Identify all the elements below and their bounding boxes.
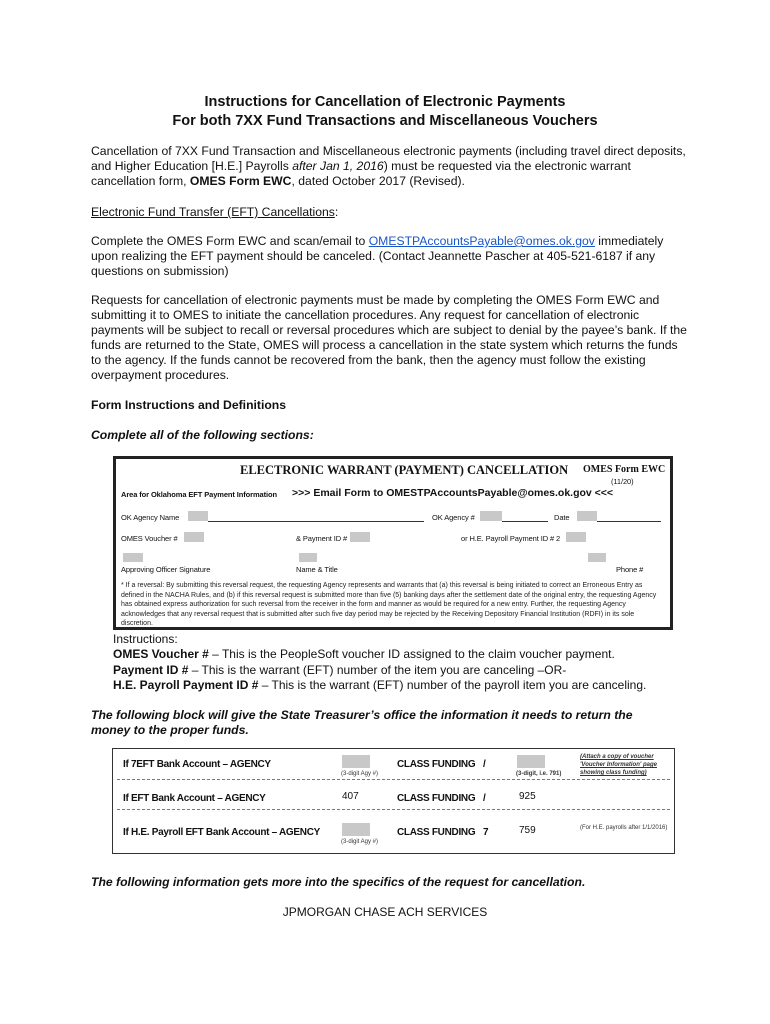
intro-text-1: Cancellation of 7XX Fund Transaction and Miscellaneous electronic payments (including travel direct deposits, and Higher Education [H.E.] Payrolls xyxy=(91,144,686,173)
def-he-payroll-term: H.E. Payroll Payment ID # xyxy=(113,678,259,692)
agency-name-field xyxy=(188,511,208,521)
intro-form-name: OMES Form EWC xyxy=(189,174,292,188)
block-paragraph: The following block will give the State Treasurer’s office the information it needs to return the money to the proper funds. xyxy=(91,708,633,737)
eft-text-1: Complete the OMES Form EWC and scan/email to xyxy=(91,234,369,248)
name-title-label: Name & Title xyxy=(296,565,338,574)
signature-field xyxy=(123,553,143,562)
def-voucher xyxy=(113,647,713,663)
form-title: ELECTRONIC WARRANT (PAYMENT) CANCELLATION xyxy=(240,463,569,477)
def-he-payroll-text: – This is the warrant (EFT) number of the payroll item you are canceling. xyxy=(258,678,647,692)
bank-divider-2 xyxy=(117,809,670,810)
intro-text-2: ) must be requested via the electronic warrant cancellation form, xyxy=(91,159,631,188)
date-line xyxy=(597,521,661,522)
intro-paragraph xyxy=(91,144,691,189)
eft-heading-colon: : xyxy=(334,205,339,219)
agency-name-label: OK Agency Name xyxy=(121,513,180,522)
form-instructions-heading: Form Instructions and Definitions xyxy=(91,398,287,412)
bank-row-2-fund: 925 xyxy=(519,791,536,802)
bank-divider-1 xyxy=(117,779,670,780)
bank-row-3-fund: 759 xyxy=(519,825,536,836)
eft-heading-text: Electronic Fund Transfer (EFT) Cancellations xyxy=(91,205,335,219)
bank-row-3-label: If H.E. Payroll EFT Bank Account – AGENCY xyxy=(123,827,320,838)
agency-num-label: OK Agency # xyxy=(432,513,475,522)
bank-row-1-class: CLASS FUNDING xyxy=(397,759,476,770)
phone-field xyxy=(588,553,606,562)
bank-account-box xyxy=(112,748,675,854)
bank-row-2-value: 407 xyxy=(342,791,359,802)
bank-row-2-slash: / xyxy=(483,793,486,804)
definitions-list xyxy=(113,647,713,694)
payment-id-label: & Payment ID # xyxy=(296,534,348,543)
ewc-form-image xyxy=(113,456,673,630)
bank-row-3-class: CLASS FUNDING xyxy=(397,827,476,838)
eft-paragraph xyxy=(91,234,691,279)
def-voucher-term: OMES Voucher # xyxy=(113,647,209,661)
form-email-line: >>> Email Form to OMESTPAccountsPayable@omes.ok.gov <<< xyxy=(292,487,614,499)
eft-text-2: immediately upon realizing the EFT payment should be canceled. (Contact Jeannette Pascher at 405-521-6187 if any questions on submission) xyxy=(91,234,664,278)
bank-row-2-class: CLASS FUNDING xyxy=(397,793,476,804)
def-he-payroll xyxy=(113,678,713,694)
def-voucher-text: – This is the PeopleSoft voucher ID assigned to the claim voucher payment. xyxy=(208,647,615,661)
bank-row-1-slash: / xyxy=(483,759,486,770)
phone-label: Phone # xyxy=(616,565,644,574)
bank-row-1-sub: (3-digit Agy #) xyxy=(341,771,379,777)
reversal-disclaimer: * If a reversal: By submitting this reversal request, the requesting Agency represents and warrants that (a) this reversal is being initiated to correct an Erroneous Entry as defined in the NACHA Rules, and (b) if this reversal request is submitted more than five (5) banking days after the settlement date of the original entry, the requesting Agency has obtained express authorization for such reversal from the receiver in the form and manner as would be required for a new entry. Further, the requesting Agency acknowledges that any reversal request that is submitted after such five day period may be rejected by the Receiving Depository Financial Institution (RDFI) in its sole discretion. xyxy=(121,582,657,627)
intro-date: after Jan 1, 2016 xyxy=(292,159,384,173)
bank-row-1-label: If 7EFT Bank Account – AGENCY xyxy=(123,759,271,770)
bank-row-2-label: If EFT Bank Account – AGENCY xyxy=(123,793,266,804)
area-label: Area for Oklahoma EFT Payment Information xyxy=(121,490,277,499)
agency-num-field xyxy=(480,511,502,521)
intro-text-3: , dated October 2017 (Revised). xyxy=(291,174,465,188)
def-payment-id-text: – This is the warrant (EFT) number of the item you are canceling –OR- xyxy=(188,662,567,677)
bank-row-1-fund-sub: (3-digit, i.e. 791) xyxy=(516,771,562,777)
bank-row-1-fund-field xyxy=(517,755,545,768)
instructions-label: Instructions: xyxy=(113,632,178,646)
specifics-paragraph: The following information gets more into the specifics of the request for cancellation. xyxy=(91,875,586,889)
voucher-label: OMES Voucher # xyxy=(121,534,178,543)
bank-row-3-note: (For H.E. payrolls after 1/1/2016) xyxy=(580,825,668,831)
he-payroll-label: or H.E. Payroll Payment ID # 2 xyxy=(461,534,561,543)
approving-label: Approving Officer Signature xyxy=(121,565,211,574)
bank-row-3-agency-field xyxy=(342,823,370,836)
jpmorgan-heading: JPMORGAN CHASE ACH SERVICES xyxy=(282,905,488,919)
agency-name-line xyxy=(208,521,424,522)
bank-row-1-agency-field xyxy=(342,755,370,768)
title-line-1: Instructions for Cancellation of Electronic Payments xyxy=(204,94,566,110)
bank-row-1-note: (Attach a copy of voucher 'Voucher Information' page showing class funding) xyxy=(580,754,657,776)
agency-num-line xyxy=(502,521,548,522)
title-line-2: For both 7XX Fund Transactions and Miscellaneous Vouchers xyxy=(172,113,598,129)
voucher-field xyxy=(184,532,204,542)
payment-id-field xyxy=(350,532,370,542)
form-id: OMES Form EWC xyxy=(583,464,666,475)
he-payroll-field xyxy=(566,532,586,542)
bank-row-3-sub: (3-digit Agy #) xyxy=(341,839,379,845)
eft-heading xyxy=(91,205,691,220)
def-payment-id-term: Payment ID # xyxy=(113,662,189,677)
form-date: (11/20) xyxy=(611,477,634,486)
bank-row-3-slash: 7 xyxy=(483,827,489,838)
omes-email-link[interactable]: OMESTPAccountsPayable@omes.ok.gov xyxy=(368,234,595,248)
requests-paragraph: Requests for cancellation of electronic payments must be made by completing the OMES Form EWC and submitting it to OMES to initiate the cancellation procedures. Any request for cancellation of electronic payments will be subject to recall or reversal procedures which are subject to denial by the payee’s bank. If the funds are returned to the State, OMES will process a cancellation in the state system which returns the funds to the agency. If the funds cannot be recovered from the bank, then the agency must follow the existing overpayment procedures. xyxy=(91,293,687,382)
date-label: Date xyxy=(554,513,570,522)
def-payment-id xyxy=(113,663,713,679)
name-title-field xyxy=(299,553,317,562)
complete-sections-label: Complete all of the following sections: xyxy=(91,428,314,442)
date-field xyxy=(577,511,597,521)
